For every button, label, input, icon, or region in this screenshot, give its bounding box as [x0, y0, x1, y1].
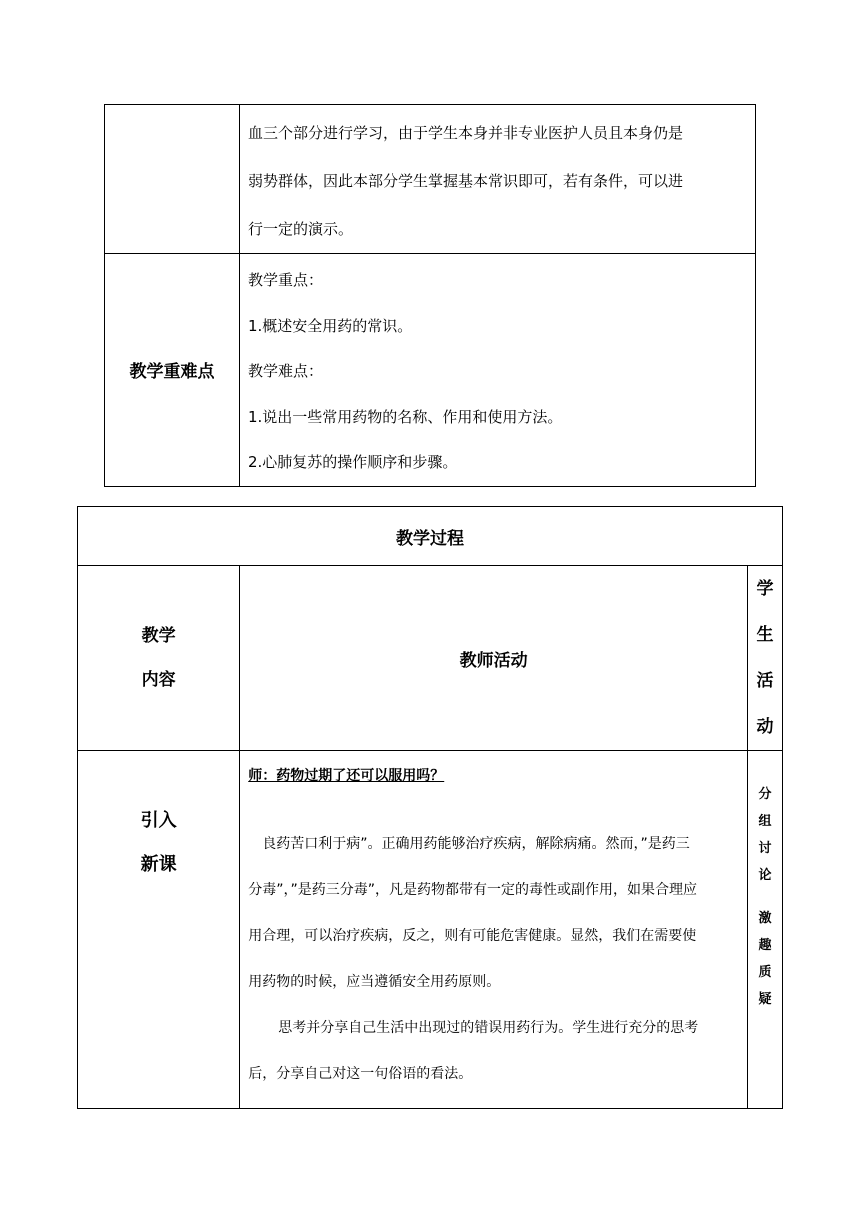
student-char: 论 [758, 868, 772, 883]
header-char: 动 [756, 717, 774, 737]
student-char: 讨 [758, 841, 772, 856]
header-text: 教学 [141, 626, 176, 646]
section-label-cell [78, 751, 240, 1109]
student-char: 疑 [758, 992, 772, 1007]
student-char: 趣 [758, 938, 772, 953]
paragraph-line: 用药物的时候，应当遵循安全用药原则。 [248, 974, 501, 990]
text-line: 教学难点： [248, 362, 324, 380]
header-char: 活 [756, 671, 774, 691]
text-line: 1.说出一些常用药物的名称、作用和使用方法。 [248, 407, 563, 426]
student-activity-cell [747, 751, 782, 1109]
student-char: 组 [758, 814, 772, 829]
text-line: 弱势群体，因此本部分学生掌握基本常识即可，若有条件，可以进 [248, 172, 684, 190]
text-line: 血三个部分进行学习，由于学生本身并非专业医护人员且本身仍是 [248, 124, 684, 142]
section-label: 新课 [140, 854, 177, 875]
text-line: 教学重点： [248, 271, 324, 289]
text-line: 2.心肺复苏的操作顺序和步骤。 [248, 453, 458, 471]
text-line: 行一定的演示。 [248, 220, 354, 238]
table-title: 教学过程 [78, 507, 783, 566]
paragraph-line: 用合理，可以治疗疾病，反之，则有可能危害健康。显然，我们在需要使 [248, 928, 697, 944]
key-points-cell [240, 254, 756, 487]
student-char: 分 [758, 787, 772, 802]
paragraph-line: 思考并分享自己生活中出现过的错误用药行为。学生进行充分的思考 [278, 1020, 699, 1036]
paragraph-line: 后，分享自己对这一句俗语的看法。 [248, 1066, 473, 1082]
paragraph-line: 分毒”，”是药三分毒”，凡是药物都带有一定的毒性或副作用，如果合理应 [248, 882, 697, 898]
teaching-process-table [77, 506, 783, 1109]
header-teaching-content [78, 566, 240, 751]
teacher-activity-cell [240, 751, 748, 1109]
student-char: 激 [758, 911, 772, 926]
text-line: 1.概述安全用药的常识。 [248, 316, 413, 335]
header-char: 学 [756, 579, 774, 599]
header-teacher-activity: 教师活动 [240, 566, 748, 751]
header-text: 内容 [141, 670, 176, 690]
teacher-question: 师：药物过期了还可以服用吗？ [248, 768, 445, 784]
empty-label-cell [105, 105, 240, 254]
section-label: 引入 [140, 810, 177, 831]
objectives-table [104, 104, 756, 487]
key-difficult-points-label: 教学重难点 [105, 254, 240, 487]
header-student-activity [747, 566, 782, 751]
header-char: 生 [756, 625, 774, 645]
spacer [748, 889, 782, 905]
student-char: 质 [758, 965, 772, 980]
paragraph-line: 良药苦口利于病”。正确用药能够治疗疾病，解除病痛。然而，”是药三 [262, 836, 690, 852]
content-continuation-cell [240, 105, 756, 254]
